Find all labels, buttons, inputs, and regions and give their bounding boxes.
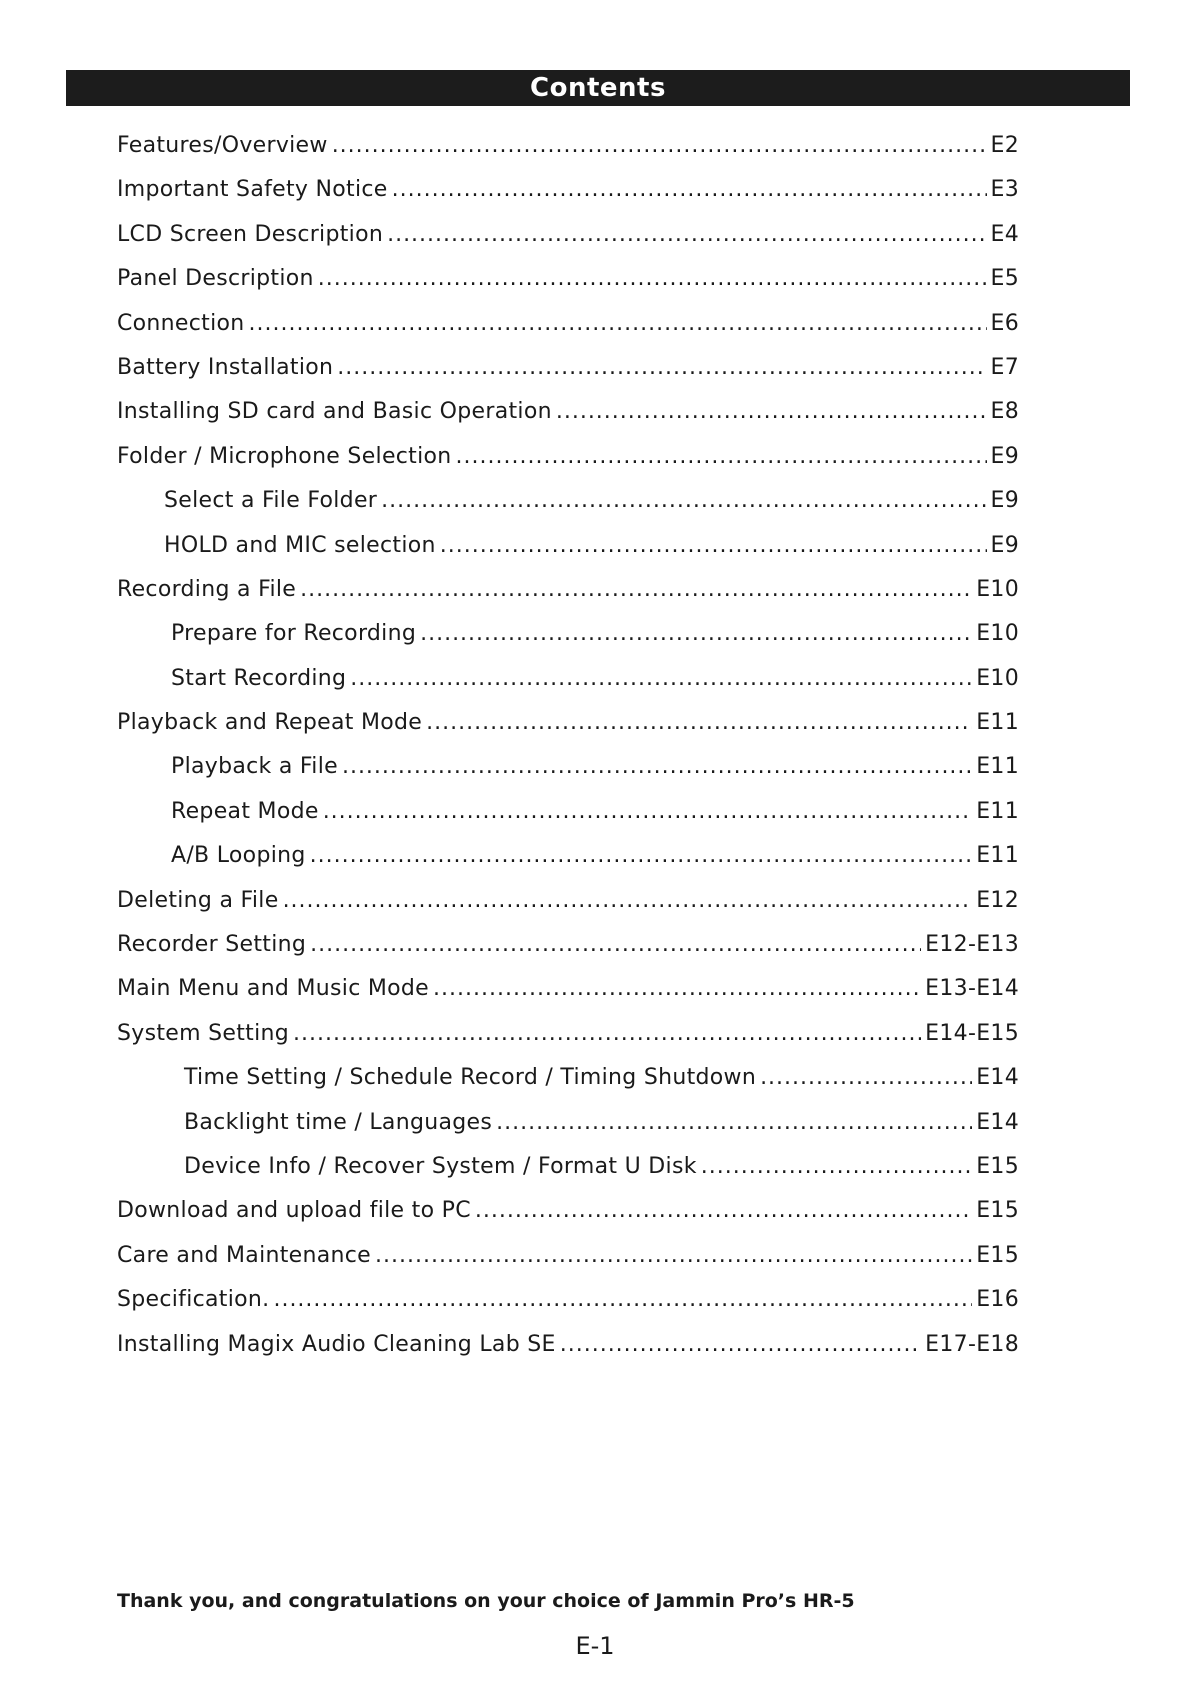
toc-entry-label: Installing SD card and Basic Operation: [117, 399, 552, 425]
toc-entry-label: Battery Installation: [117, 354, 334, 380]
toc-entry[interactable]: [117, 213, 1019, 257]
toc-entry-label: Playback a File: [171, 754, 338, 780]
table-of-contents: [117, 124, 1019, 1367]
toc-entry-label: Playback and Repeat Mode: [117, 710, 423, 736]
toc-entry-label: A/B Looping: [171, 843, 306, 869]
toc-entry-label: Panel Description: [117, 266, 314, 292]
toc-dot-leader: [318, 257, 987, 301]
toc-entry-page: E9: [990, 532, 1019, 558]
toc-entry-page: E3: [990, 177, 1019, 203]
toc-entry-page: E10: [976, 665, 1019, 691]
toc-entry-label: Select a File Folder: [164, 488, 378, 514]
toc-entry[interactable]: [117, 790, 1019, 834]
toc-entry-label: Prepare for Recording: [171, 621, 417, 647]
toc-entry-page: E9: [990, 443, 1019, 469]
toc-entry-label: System Setting: [117, 1020, 290, 1046]
toc-entry-label: Installing Magix Audio Cleaning Lab SE: [117, 1331, 556, 1357]
toc-entry-label: Repeat Mode: [171, 798, 319, 824]
toc-entry-page: E9: [990, 488, 1019, 514]
toc-entry-page: E15: [976, 1198, 1019, 1224]
toc-dot-leader: [273, 1278, 972, 1322]
toc-entry[interactable]: [117, 435, 1019, 479]
toc-entry-label: Main Menu and Music Mode: [117, 976, 430, 1002]
toc-dot-leader: [392, 168, 987, 212]
toc-entry[interactable]: [117, 1101, 1019, 1145]
toc-entry-page: E12-E13: [925, 932, 1019, 958]
toc-entry[interactable]: [117, 346, 1019, 390]
toc-dot-leader: [337, 346, 986, 390]
toc-dot-leader: [387, 213, 986, 257]
toc-dot-leader: [701, 1145, 972, 1189]
toc-entry-page: E5: [990, 266, 1019, 292]
toc-dot-leader: [560, 1323, 921, 1367]
toc-entry-page: E14: [976, 1065, 1019, 1091]
toc-entry-page: E6: [990, 310, 1019, 336]
toc-entry[interactable]: [117, 390, 1019, 434]
toc-entry-page: E8: [990, 399, 1019, 425]
toc-dot-leader: [293, 1012, 921, 1056]
toc-entry-label: Connection: [117, 310, 245, 336]
toc-entry-page: E11: [976, 843, 1019, 869]
toc-dot-leader: [433, 967, 921, 1011]
toc-entry-page: E11: [976, 798, 1019, 824]
toc-dot-leader: [475, 1189, 972, 1233]
toc-dot-leader: [342, 745, 972, 789]
toc-entry-label: Device Info / Recover System / Format U Disk: [184, 1153, 697, 1179]
toc-entry-label: Recording a File: [117, 576, 297, 602]
toc-entry[interactable]: [117, 701, 1019, 745]
toc-entry-label: Important Safety Notice: [117, 177, 388, 203]
toc-entry[interactable]: [117, 1234, 1019, 1278]
toc-entry-page: E11: [976, 754, 1019, 780]
toc-entry-page: E15: [976, 1153, 1019, 1179]
toc-dot-leader: [496, 1101, 972, 1145]
toc-entry[interactable]: [117, 1323, 1019, 1367]
toc-entry[interactable]: [117, 657, 1019, 701]
toc-entry[interactable]: [117, 568, 1019, 612]
toc-entry-page: E10: [976, 576, 1019, 602]
toc-entry-label: Folder / Microphone Selection: [117, 443, 452, 469]
toc-entry-page: E4: [990, 221, 1019, 247]
thank-you-note: Thank you, and congratulations on your choice of Jammin Pro’s HR-5: [117, 1590, 855, 1612]
toc-entry[interactable]: [117, 923, 1019, 967]
page-title: Contents: [66, 70, 1130, 106]
toc-entry[interactable]: [117, 1278, 1019, 1322]
toc-entry[interactable]: [117, 834, 1019, 878]
toc-entry-page: E13-E14: [925, 976, 1019, 1002]
toc-entry[interactable]: [117, 124, 1019, 168]
toc-entry-label: Care and Maintenance: [117, 1242, 371, 1268]
toc-entry-page: E17-E18: [925, 1331, 1019, 1357]
toc-entry-label: Download and upload file to PC: [117, 1198, 471, 1224]
toc-dot-leader: [440, 524, 987, 568]
toc-dot-leader: [323, 790, 973, 834]
toc-entry-page: E2: [990, 132, 1019, 158]
toc-entry-page: E14: [976, 1109, 1019, 1135]
toc-entry[interactable]: [117, 1012, 1019, 1056]
toc-entry-label: Recorder Setting: [117, 932, 307, 958]
page-number: E-1: [575, 1632, 615, 1660]
toc-dot-leader: [420, 612, 972, 656]
toc-dot-leader: [310, 923, 921, 967]
toc-entry-label: Time Setting / Schedule Record / Timing Shutdown: [184, 1065, 757, 1091]
toc-entry-label: HOLD and MIC selection: [164, 532, 436, 558]
toc-entry-page: E14-E15: [925, 1020, 1019, 1046]
toc-dot-leader: [556, 390, 987, 434]
toc-dot-leader: [332, 124, 987, 168]
toc-dot-leader: [456, 435, 987, 479]
toc-dot-leader: [760, 1056, 972, 1100]
toc-entry-page: E10: [976, 621, 1019, 647]
toc-entry-page: E15: [976, 1242, 1019, 1268]
toc-entry-page: E7: [990, 354, 1019, 380]
toc-entry[interactable]: [117, 967, 1019, 1011]
toc-dot-leader: [283, 879, 973, 923]
toc-entry-page: E12: [976, 887, 1019, 913]
toc-entry[interactable]: [117, 745, 1019, 789]
toc-entry-page: E16: [976, 1287, 1019, 1313]
toc-dot-leader: [310, 834, 973, 878]
toc-entry-label: Start Recording: [171, 665, 347, 691]
toc-dot-leader: [350, 657, 972, 701]
toc-entry[interactable]: [117, 612, 1019, 656]
toc-dot-leader: [300, 568, 972, 612]
toc-entry-label: Specification.: [117, 1287, 270, 1313]
toc-entry-label: Features/Overview: [117, 132, 328, 158]
toc-dot-leader: [248, 302, 986, 346]
toc-entry[interactable]: [117, 257, 1019, 301]
toc-entry[interactable]: [117, 1145, 1019, 1189]
toc-dot-leader: [381, 479, 986, 523]
toc-dot-leader: [375, 1234, 972, 1278]
toc-entry[interactable]: [117, 1056, 1019, 1100]
toc-entry[interactable]: [117, 1189, 1019, 1233]
toc-entry-page: E11: [976, 710, 1019, 736]
toc-entry[interactable]: [117, 168, 1019, 212]
toc-entry-label: LCD Screen Description: [117, 221, 384, 247]
toc-entry[interactable]: [117, 479, 1019, 523]
toc-entry-label: Backlight time / Languages: [184, 1109, 493, 1135]
toc-entry[interactable]: [117, 524, 1019, 568]
toc-dot-leader: [426, 701, 972, 745]
toc-entry-label: Deleting a File: [117, 887, 279, 913]
toc-entry[interactable]: [117, 879, 1019, 923]
toc-entry[interactable]: [117, 302, 1019, 346]
